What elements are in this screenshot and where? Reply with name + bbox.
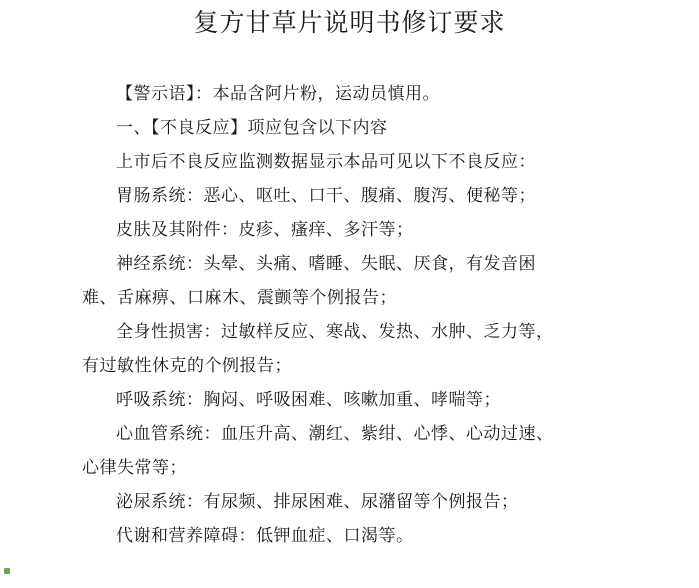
paragraph-line: 胃肠系统：恶心、呕吐、口干、腹痛、腹泻、便秘等； — [116, 186, 536, 206]
paragraph-line: 代谢和营养障碍：低钾血症、口渴等。 — [116, 526, 414, 546]
paragraph-line: 上市后不良反应监测数据显示本品可见以下不良反应： — [116, 152, 536, 172]
paragraph-line: 皮肤及其附件：皮疹、瘙痒、多汗等； — [116, 220, 414, 240]
document-body — [82, 77, 642, 553]
paragraph-line: 全身性损害：过敏样反应、寒战、发热、水肿、乏力等， — [116, 322, 554, 342]
paragraph-line: 心律失常等； — [82, 458, 187, 478]
warning-line: 【警示语】：本品含阿片粉，运动员慎用。 — [116, 84, 440, 104]
paragraph-line: 心血管系统：血压升高、潮红、紫绀、心悸、心动过速、 — [116, 424, 554, 444]
corner-mark — [4, 568, 10, 574]
paragraph-line: 难、舌麻痹、口麻木、震颤等个例报告； — [82, 288, 397, 308]
paragraph-line: 泌尿系统：有尿频、排尿困难、尿潴留等个例报告； — [116, 492, 519, 512]
paragraph-line: 有过敏性休克的个例报告； — [82, 356, 292, 376]
paragraph-line: 呼吸系统：胸闷、呼吸困难、咳嗽加重、哮喘等； — [116, 390, 501, 410]
document-title: 复方甘草片说明书修订要求 — [193, 8, 506, 37]
section-heading: 一、【不良反应】项应包含以下内容 — [116, 118, 388, 138]
paragraph-line: 神经系统：头晕、头痛、嗜睡、失眠、厌食，有发音困 — [116, 254, 536, 274]
